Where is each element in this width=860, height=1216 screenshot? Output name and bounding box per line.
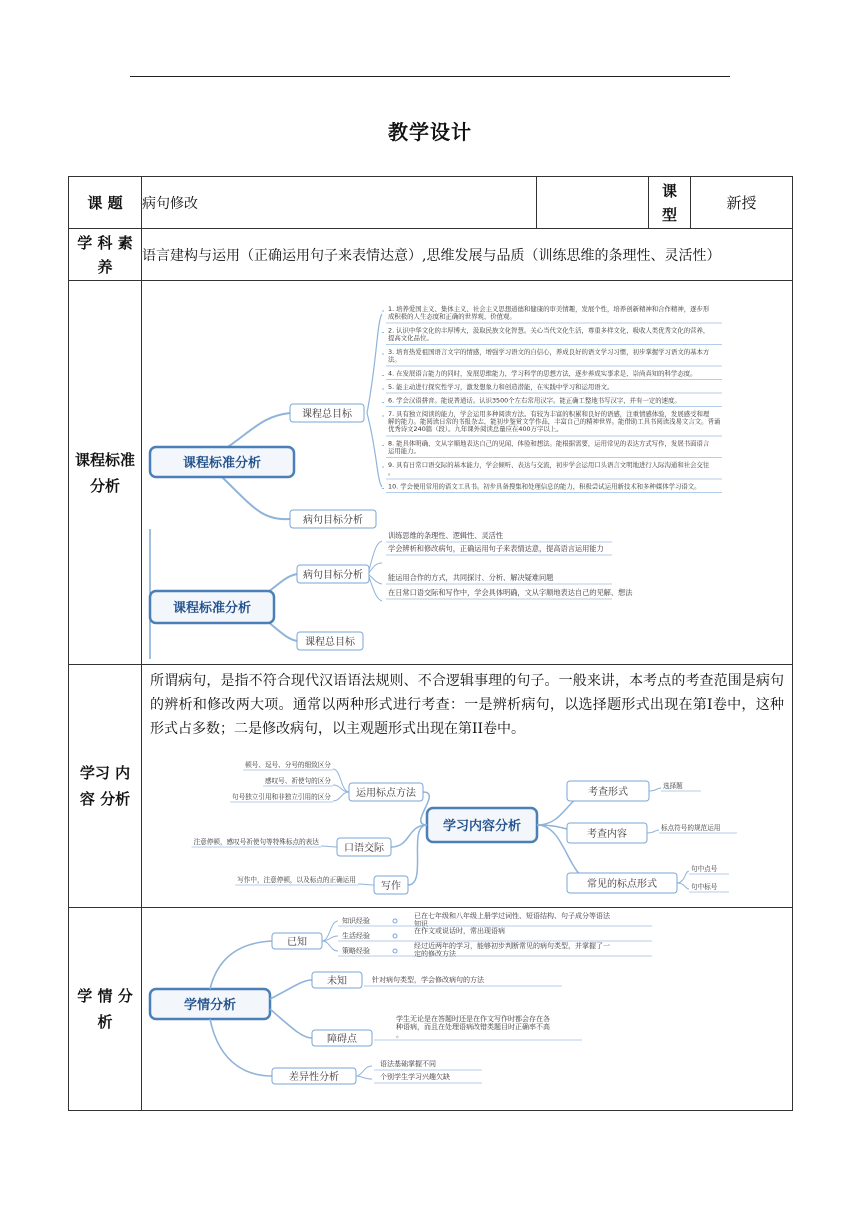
empty-cell [537, 177, 649, 229]
situation-obstacle: 障碍点 [327, 1034, 357, 1045]
standard-map2-sentence-branch: 病句目标分析 [303, 570, 363, 581]
goal-item: 4. 在发展语言能力的同时，发展思维能力，学习科学的思想方法，逐步养成实事求是、崇尚真知的科学态度。 [388, 369, 697, 378]
content-right-leaf: 句中标号 [691, 883, 718, 891]
goal-item: 10. 学会使用常用的语文工具书。初步具备搜集和处理信息的能力，积极尝试运用新技术和多种媒体学习语文。 [388, 482, 701, 491]
content-right-branch: 常见的标点形式 [587, 879, 657, 890]
content-left-leaf: 注意停顿，感叹号祈使句等特殊标点的表达 [193, 838, 319, 846]
standard-map2-center: 课程标准分析 [172, 601, 252, 616]
content-right-leaf: 句中点号 [691, 865, 718, 873]
content-right-leaf: 选择题 [663, 782, 683, 790]
situation-unknown: 未知 [327, 976, 347, 987]
content-map-group [192, 760, 737, 894]
standard-label: 课程标准分析 [69, 281, 142, 665]
situation-label: 学 情 分 析 [69, 908, 142, 1111]
course-label: 课 题 [69, 177, 142, 229]
situation-mindmap [142, 908, 792, 1108]
situation-difference-item: 个别学生学习兴趣欠缺 [380, 1073, 450, 1081]
situation-known-item-label: 生活经验 [342, 932, 370, 940]
content-left-leaf: 写作中，注意停顿，以及标点的正确运用 [237, 876, 356, 884]
goal-item: 8. 能具体明确、文从字顺地表达自己的见闻、体验和想法。能根据需要，运用常见的表达方式写作，发展书面语言运用能力。 [388, 439, 710, 456]
standard-maps [142, 281, 793, 665]
sentence-goal-item: 训练思维的条理性、逻辑性、灵活性 [388, 531, 504, 540]
sentence-goal-list [386, 531, 633, 599]
goal-item: 3. 培育热爱祖国语言文字的情感，增强学习语文的自信心，养成良好的语文学习习惯，初步掌握学习语文的基本方法。 [388, 348, 710, 364]
sentence-goal-item: 学会辨析和修改病句，正确运用句子来表情达意，提高语言运用能力 [388, 544, 604, 553]
course-value: 病句修改 [142, 177, 537, 229]
content-paragraph: 所谓病句，是指不符合现代汉语语法规则、不合逻辑事理的句子。一般来讲，本考点的考查范围是病句的辨析和修改两大项。通常以两种形式进行考查：一是辨析病句，以选择题形式出现在第I卷中，这种形式占多数；二是修改病句，以主观题形式出现在第II卷中。 [150, 673, 784, 737]
content-left-leaf: 句号独立引用和非独立引用的区分 [232, 793, 331, 801]
situation-cell [142, 908, 793, 1111]
situation-known: 已知 [287, 937, 307, 948]
situation-difference-item: 语法基础掌握不同 [380, 1060, 436, 1068]
goal-item: 9. 具有日常口语交际的基本能力，学会倾听、表达与交流，初步学会运用口头语言文明地进行人际沟通和社会交往。 [388, 461, 710, 477]
goal-item: 1. 培养爱国主义、集体主义、社会主义思想道德和健康的审美情趣，发展个性，培养创新精神和合作精神，逐步形成积极的人生态度和正确的世界观、价值观。 [388, 305, 710, 321]
content-right-branch: 考查形式 [588, 787, 628, 798]
goal-list [382, 304, 722, 493]
content-cell [142, 665, 793, 908]
content-map-center: 学习内容分析 [442, 819, 522, 834]
standard-map1-total-branch: 课程总目标 [302, 409, 352, 420]
lesson-design-table [68, 176, 793, 1111]
situation-known-item-text: 在作文或说话时，常出现语病 [414, 927, 505, 935]
standard-mindmap-1 [150, 304, 722, 528]
header-rule [130, 76, 730, 77]
standard-map1-sentence-branch: 病句目标分析 [303, 515, 363, 526]
content-left-branch: 口语交际 [344, 843, 384, 854]
content-left-branch: 写作 [381, 881, 401, 892]
sentence-goal-item: 能运用合作的方式，共同探讨、分析、解决疑难问题 [388, 573, 554, 582]
situation-difference: 差异性分析 [289, 1072, 339, 1083]
goal-item: 2. 认识中华文化的丰厚博大，汲取民族文化智慧。关心当代文化生活，尊重多样文化，吸收人类优秀文化的营养，提高文化品位。 [388, 326, 710, 343]
situation-map-group [150, 911, 652, 1084]
situation-known-item-label: 知识经验 [342, 917, 370, 925]
goal-item: 7. 具有独立阅读的能力，学会运用多种阅读方法。有较为丰富的积累和良好的语感，注重情感体验，发展感受和理解的能力。能阅读日常的书报杂志，能初步鉴赏文学作品，丰富自己的精神世界。能借助工具书阅读浅易文言文。背诵优秀诗文240篇（段）。九年课外阅读总量应在400万字以上。 [388, 410, 721, 434]
goal-item: 5. 能主动进行探究性学习，激发想象力和创造潜能，在实践中学习和运用语文。 [388, 383, 614, 391]
situation-map-center: 学情分析 [183, 998, 237, 1013]
standard-mindmaps [142, 281, 792, 663]
course-type-value: 新授 [691, 177, 793, 229]
content-mindmap [142, 743, 792, 903]
content-left-branch: 运用标点方法 [356, 788, 416, 799]
content-right-leaf: 标点符号的规范运用 [661, 824, 721, 832]
content-left-leaf: 顿号、逗号、分号的细致区分 [245, 761, 331, 769]
standard-map2-total-branch: 课程总目标 [305, 637, 355, 648]
situation-obstacle-text: 学生无论是在答题时还是在作文写作时都会存在各种语病，而且在处理语病改错类题目时正确率不高。 [396, 1015, 550, 1039]
literacy-value: 语言建构与运用（正确运用句子来表情达意）,思维发展与品质（训练思维的条理性、灵活性） [142, 229, 793, 281]
content-label: 学习 内容 分析 [69, 665, 142, 908]
situation-unknown-text: 针对病句类型，学会修改病句的方法 [372, 976, 484, 984]
sentence-goal-item: 在日常口语交际和写作中，学会具体明确，文从字顺地表达自己的见解、想法 [388, 588, 633, 597]
situation-known-item-text: 已在七年级和八年级上册学过词性、短语结构、句子成分等语法知识 [414, 912, 610, 928]
situation-known-item-label: 策略经验 [342, 947, 370, 955]
standard-map1-center: 课程标准分析 [182, 456, 262, 471]
standard-mindmap-2 [150, 529, 633, 659]
document-title: 教学设计 [388, 120, 472, 144]
literacy-label: 学 科 素 养 [69, 229, 142, 281]
situation-known-item-text: 经过近两年的学习，能够初步判断常见的病句类型，并掌握了一定的修改方法 [414, 942, 610, 958]
course-type-label: 课 型 [649, 177, 691, 229]
content-left-leaf: 感叹号、祈使句的区分 [265, 777, 331, 785]
content-right-branch: 考查内容 [587, 829, 627, 840]
goal-item: 6. 学会汉语拼音。能说普通话。认识3500个左右常用汉字。能正确工整地书写汉字，并有一定的速度。 [388, 396, 681, 405]
